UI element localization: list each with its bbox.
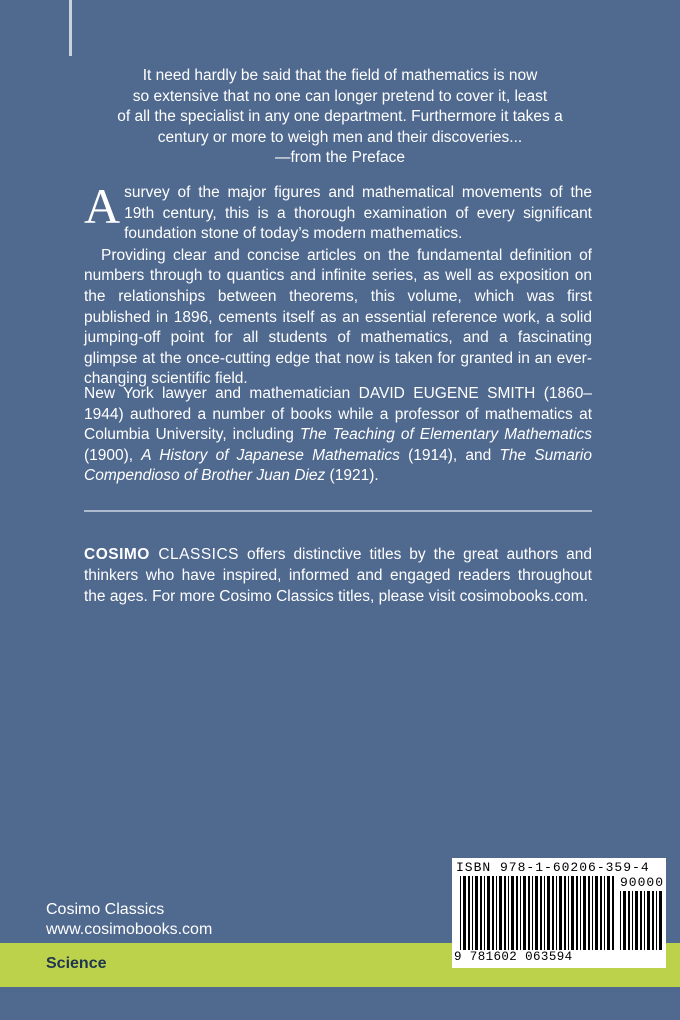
- quote-line: of all the specialist in any one department. Furthermore it takes a: [117, 108, 563, 125]
- isbn-number: ISBN 978-1-60206-359-4: [456, 860, 650, 875]
- bio-text: (1921).: [325, 467, 379, 485]
- description-text: survey of the major figures and mathematical movements of the 19th century, this is a thorough examination of every significant foundation stone of today’s modern mathematics.: [124, 184, 592, 243]
- top-rule: [69, 0, 72, 56]
- quote-line: century or more to weigh men and their discoveries...: [157, 128, 523, 146]
- book-title: The Teaching of Elementary Mathematics: [299, 426, 592, 444]
- brand-series: CLASSICS: [149, 546, 240, 563]
- publisher-name: Cosimo Classics: [46, 901, 165, 918]
- bio-text: New York lawyer and mathematician: [84, 385, 359, 402]
- quote-attribution: —from the Preface: [274, 149, 406, 166]
- description-paragraph: [84, 178, 592, 245]
- description-paragraph: Providing clear and concise articles on the fundamental definition of numbers through to quantics and infinite series, as well as exposition on the relationships between theorems, this volume, which was first published in 1896, cements itself as an essential reference work, a solid jumping-off point for all students of mathematics, and a fascinating glimpse at the once-cutting edge that now is taken for granted in an ever-changing scientific field.: [84, 246, 592, 388]
- quote-line: It need hardly be said that the field of mathematics is now: [142, 67, 538, 84]
- book-title: A History of Japanese Mathematics: [141, 446, 400, 464]
- book-description: [84, 178, 592, 390]
- price-code: 90000: [620, 875, 665, 890]
- bio-text: (1860–1944) authored a number of books while a professor of mathematics at Columbia University, including: [84, 385, 592, 444]
- publisher-url: www.cosimobooks.com: [46, 921, 213, 938]
- addon-barcode-icon: [620, 891, 662, 950]
- drop-cap: A: [84, 178, 121, 234]
- author-bio: [84, 384, 592, 487]
- brand-name: COSIMO: [84, 546, 150, 563]
- ean-digits: 9 781602 063594: [454, 950, 573, 964]
- blurb-text: offers distinctive titles by the great authors and thinkers who have inspired, informed and engaged readers throughout the ages. For more Cosimo Classics titles, please visit cosimobooks.com.: [84, 546, 592, 605]
- publisher-blurb: [84, 544, 592, 607]
- preface-quote: [100, 66, 580, 169]
- barcode-bars-icon: [460, 876, 616, 950]
- book-title: The Sumario Compendioso of Brother Juan Diez: [84, 446, 592, 485]
- bio-text: (1900),: [84, 446, 142, 464]
- category-label: Science: [46, 955, 107, 972]
- isbn-barcode: [452, 858, 666, 968]
- section-divider: [84, 510, 592, 512]
- quote-line: so extensive that no one can longer pretend to cover it, least: [132, 87, 548, 105]
- publisher-info: [46, 900, 212, 940]
- author-name: DAVID EUGENE SMITH: [358, 385, 536, 402]
- bio-text: (1914), and: [399, 446, 500, 464]
